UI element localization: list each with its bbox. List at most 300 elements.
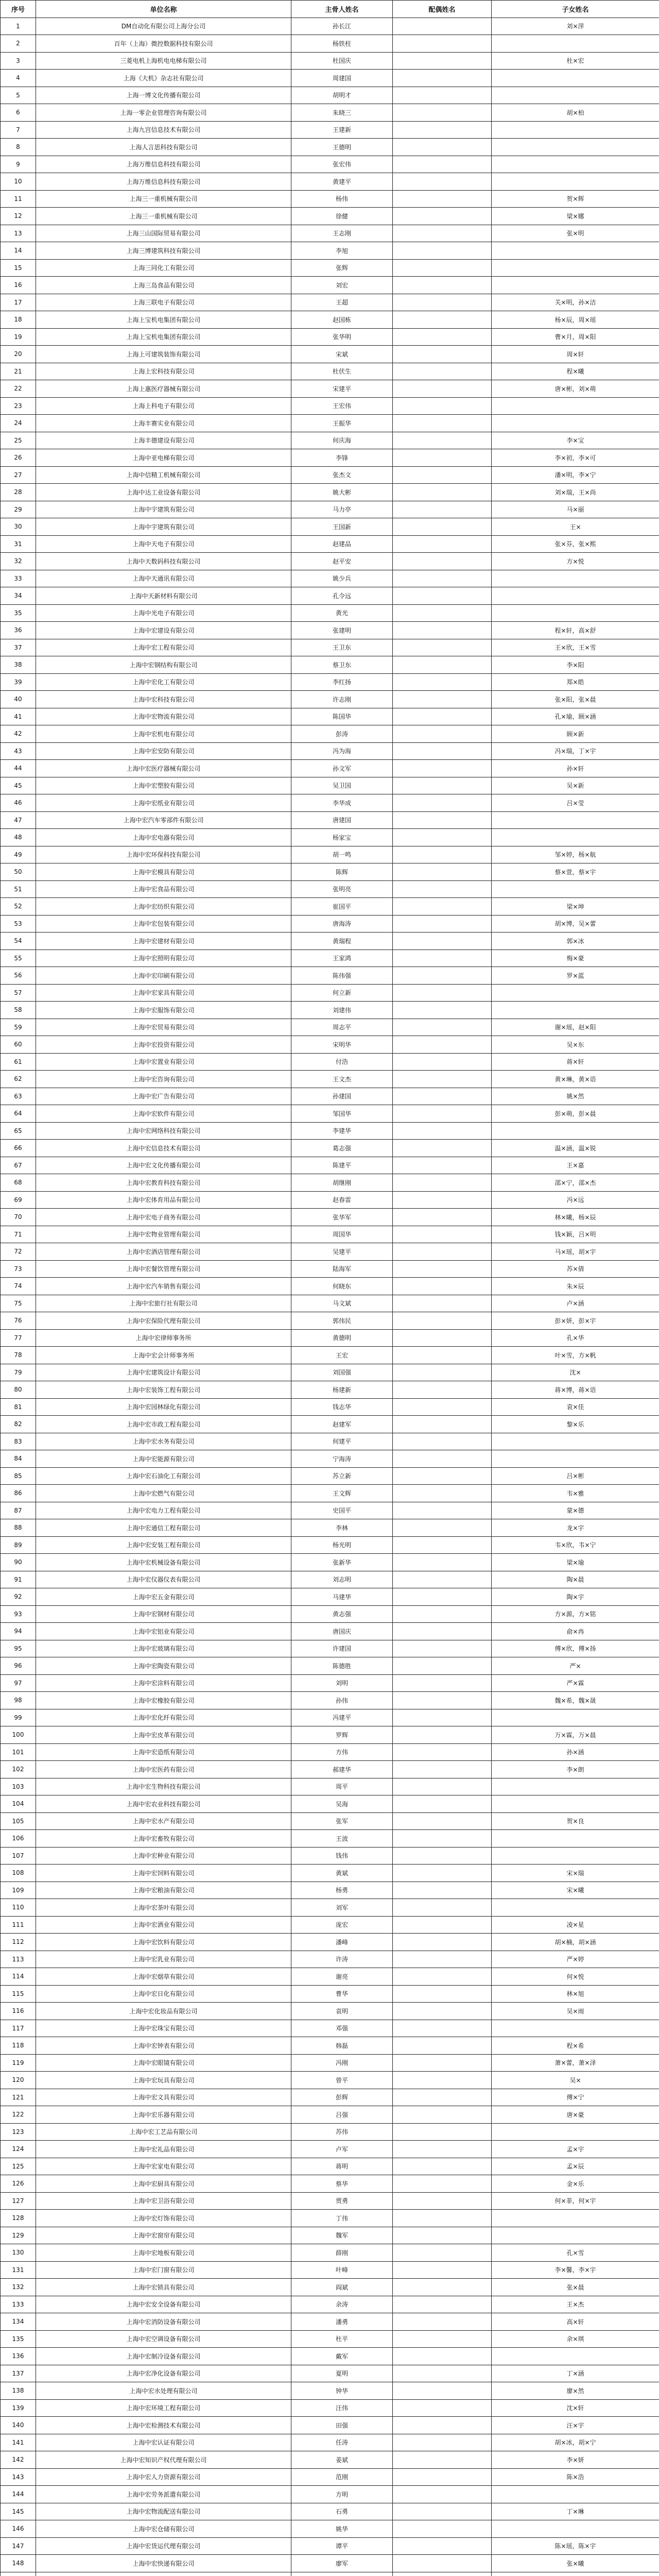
- table-row: [1, 1605, 659, 1623]
- table-row: [1, 294, 659, 311]
- table-row: [1, 2537, 659, 2555]
- cell-spouse-name: [393, 1623, 492, 1640]
- cell-children-name: [492, 415, 659, 432]
- cell-spouse-name: [393, 742, 492, 760]
- cell-main-name: 赵春雷: [291, 1191, 393, 1209]
- table-row: [1, 1588, 659, 1606]
- cell-spouse-name: [393, 18, 492, 35]
- cell-main-name: 王文杰: [291, 1071, 393, 1088]
- cell-seq: 108: [1, 1865, 36, 1882]
- cell-seq: 120: [1, 2072, 36, 2089]
- cell-children-name: 王×: [492, 518, 659, 536]
- cell-spouse-name: [393, 2020, 492, 2037]
- cell-main-name: 王卫东: [291, 639, 393, 656]
- cell-main-name: 何立新: [291, 984, 393, 1002]
- cell-spouse-name: [393, 967, 492, 985]
- cell-unit-name: 上海中宏农业科技有限公司: [36, 1795, 291, 1813]
- cell-seq: 14: [1, 242, 36, 260]
- cell-unit-name: 上海中宏电力工程有限公司: [36, 1502, 291, 1519]
- cell-spouse-name: [393, 1105, 492, 1123]
- cell-seq: 15: [1, 259, 36, 277]
- cell-unit-name: 上海中宏包装有限公司: [36, 915, 291, 933]
- cell-spouse-name: [393, 2227, 492, 2244]
- cell-seq: 129: [1, 2227, 36, 2244]
- cell-spouse-name: [393, 2072, 492, 2089]
- cell-unit-name: 上海中宏水务有限公司: [36, 1433, 291, 1450]
- cell-unit-name: 上海中宏造纸有限公司: [36, 1743, 291, 1761]
- cell-spouse-name: [393, 397, 492, 415]
- cell-spouse-name: [393, 725, 492, 743]
- table-row: [1, 2330, 659, 2348]
- table-row: [1, 1916, 659, 1934]
- cell-children-name: 方×悦: [492, 553, 659, 570]
- cell-spouse-name: [393, 760, 492, 777]
- cell-seq: 28: [1, 484, 36, 501]
- table-row: [1, 2037, 659, 2055]
- cell-main-name: 刘志明: [291, 1571, 393, 1588]
- cell-main-name: 黄德明: [291, 1329, 393, 1347]
- cell-seq: 133: [1, 2296, 36, 2313]
- cell-seq: 64: [1, 1105, 36, 1123]
- cell-spouse-name: [393, 2382, 492, 2400]
- cell-main-name: 袁明: [291, 2003, 393, 2020]
- table-row: [1, 1226, 659, 1243]
- cell-unit-name: 上海中宏置业有限公司: [36, 1053, 291, 1071]
- cell-seq: 54: [1, 933, 36, 950]
- table-row: [1, 1726, 659, 1744]
- cell-seq: 23: [1, 397, 36, 415]
- cell-children-name: 吴×东: [492, 1036, 659, 1054]
- cell-children-name: 孙×涵: [492, 1743, 659, 1761]
- cell-spouse-name: [393, 1640, 492, 1657]
- cell-main-name: 蒋明: [291, 2158, 393, 2175]
- table-row: [1, 2244, 659, 2262]
- table-row: [1, 1036, 659, 1054]
- cell-seq: 27: [1, 466, 36, 484]
- cell-seq: 72: [1, 1243, 36, 1261]
- cell-unit-name: 上海中宏铝业有限公司: [36, 1623, 291, 1640]
- cell-children-name: [492, 259, 659, 277]
- cell-spouse-name: [393, 794, 492, 812]
- cell-seq: 39: [1, 673, 36, 691]
- cell-unit-name: 上海中宏水产有限公司: [36, 1812, 291, 1830]
- cell-unit-name: 上海三同化工有限公司: [36, 259, 291, 277]
- cell-main-name: 陈国华: [291, 708, 393, 725]
- cell-main-name: 张华军: [291, 1209, 393, 1226]
- cell-children-name: 严×霖: [492, 1674, 659, 1692]
- cell-seq: 58: [1, 1002, 36, 1019]
- cell-spouse-name: [393, 1795, 492, 1813]
- cell-unit-name: 上海中宏医药有限公司: [36, 1761, 291, 1778]
- table-row: [1, 2175, 659, 2193]
- cell-children-name: 王×嘉: [492, 1157, 659, 1174]
- cell-main-name: 杨铁柱: [291, 35, 393, 53]
- cell-spouse-name: [393, 1830, 492, 1848]
- cell-seq: 135: [1, 2330, 36, 2348]
- cell-children-name: [492, 156, 659, 173]
- cell-children-name: [492, 35, 659, 53]
- table-row: [1, 2227, 659, 2244]
- table-row: [1, 1502, 659, 1519]
- cell-children-name: 张×芬，张×熙: [492, 535, 659, 553]
- cell-spouse-name: [393, 2089, 492, 2106]
- cell-unit-name: 上海中天数码科技有限公司: [36, 553, 291, 570]
- cell-spouse-name: [393, 121, 492, 139]
- cell-main-name: 郝建华: [291, 1761, 393, 1778]
- cell-seq: 43: [1, 742, 36, 760]
- cell-main-name: 张宏伟: [291, 156, 393, 173]
- cell-seq: 147: [1, 2537, 36, 2555]
- cell-main-name: 朱晓三: [291, 104, 393, 122]
- cell-main-name: 杜国庆: [291, 52, 393, 70]
- cell-seq: 127: [1, 2192, 36, 2210]
- cell-spouse-name: [393, 2158, 492, 2175]
- cell-unit-name: 上海中宏投资有限公司: [36, 1036, 291, 1054]
- cell-seq: 100: [1, 1726, 36, 1744]
- cell-spouse-name: [393, 1329, 492, 1347]
- table-row: [1, 1536, 659, 1554]
- cell-spouse-name: [393, 2054, 492, 2072]
- cell-main-name: 杨建新: [291, 1381, 393, 1399]
- cell-seq: 96: [1, 1657, 36, 1675]
- cell-spouse-name: [393, 535, 492, 553]
- table-row: [1, 242, 659, 260]
- cell-spouse-name: [393, 2572, 492, 2576]
- table-row: [1, 1019, 659, 1036]
- table-row: [1, 1743, 659, 1761]
- cell-main-name: 丁伟: [291, 2210, 393, 2227]
- cell-children-name: 谢×瑶，赵×阳: [492, 1019, 659, 1036]
- cell-children-name: [492, 173, 659, 191]
- cell-children-name: 张×阳，张×晨: [492, 691, 659, 708]
- cell-seq: 85: [1, 1467, 36, 1485]
- cell-children-name: 孔×瑜，顾×涵: [492, 708, 659, 725]
- cell-spouse-name: [393, 1726, 492, 1744]
- cell-seq: 79: [1, 1364, 36, 1381]
- cell-spouse-name: [393, 2123, 492, 2141]
- cell-children-name: 廖×然: [492, 2382, 659, 2400]
- cell-children-name: 吴×新: [492, 777, 659, 794]
- cell-seq: 75: [1, 1295, 36, 1312]
- cell-unit-name: 上海中宏工艺品有限公司: [36, 2123, 291, 2141]
- cell-seq: 1: [1, 18, 36, 35]
- cell-children-name: 余×琪: [492, 2330, 659, 2348]
- cell-children-name: [492, 2520, 659, 2538]
- table-row: [1, 622, 659, 639]
- cell-unit-name: 上海中宏照明有限公司: [36, 950, 291, 967]
- cell-main-name: 张明亮: [291, 880, 393, 898]
- cell-unit-name: 上海中宏水处理有限公司: [36, 2382, 291, 2400]
- cell-children-name: 叶×雪，方×帆: [492, 1347, 659, 1364]
- table-row: [1, 1450, 659, 1468]
- cell-children-name: 张×明: [492, 225, 659, 242]
- cell-children-name: 马×瑶，胡×宇: [492, 1243, 659, 1261]
- cell-seq: 32: [1, 553, 36, 570]
- cell-unit-name: 上海中宏礼品有限公司: [36, 2141, 291, 2158]
- cell-main-name: 陆海军: [291, 1260, 393, 1278]
- cell-spouse-name: [393, 1364, 492, 1381]
- table-row: [1, 708, 659, 725]
- cell-spouse-name: [393, 1588, 492, 1606]
- cell-seq: 102: [1, 1761, 36, 1778]
- cell-unit-name: [36, 2572, 291, 2576]
- cell-seq: 138: [1, 2382, 36, 2400]
- table-row: [1, 501, 659, 518]
- table-row: [1, 1778, 659, 1795]
- cell-unit-name: 上海中宏物流配送有限公司: [36, 2503, 291, 2520]
- cell-unit-name: 上海中宏珠宝有限公司: [36, 2020, 291, 2037]
- table-row: [1, 1761, 659, 1778]
- cell-main-name: 胡继刚: [291, 1174, 393, 1192]
- cell-unit-name: 上海万维信息科技有限公司: [36, 173, 291, 191]
- table-row: [1, 1519, 659, 1537]
- cell-children-name: [492, 1433, 659, 1450]
- cell-unit-name: 上海中宏模具有限公司: [36, 863, 291, 881]
- cell-unit-name: 上海中宏空调设备有限公司: [36, 2330, 291, 2348]
- cell-spouse-name: [393, 466, 492, 484]
- cell-main-name: 张辉: [291, 259, 393, 277]
- cell-unit-name: 百年（上海）微控数据科技有限公司: [36, 35, 291, 53]
- cell-seq: 145: [1, 2503, 36, 2520]
- cell-main-name: 钱志华: [291, 1398, 393, 1416]
- cell-spouse-name: [393, 1812, 492, 1830]
- cell-children-name: 黎×乐: [492, 1416, 659, 1433]
- cell-main-name: 胡明才: [291, 87, 393, 104]
- cell-seq: 29: [1, 501, 36, 518]
- cell-unit-name: 上海中宏燃气有限公司: [36, 1485, 291, 1502]
- cell-main-name: 曹华: [291, 1985, 393, 2003]
- table-row: [1, 2503, 659, 2520]
- cell-children-name: 杨×辰，周×瑶: [492, 311, 659, 329]
- table-row: [1, 2123, 659, 2141]
- cell-seq: 10: [1, 173, 36, 191]
- cell-main-name: 付浩: [291, 1053, 393, 1071]
- cell-children-name: [492, 1847, 659, 1865]
- cell-main-name: 蔡华: [291, 2175, 393, 2193]
- cell-main-name: 唐海涛: [291, 915, 393, 933]
- cell-unit-name: 上海中宏制冷设备有限公司: [36, 2348, 291, 2365]
- cell-unit-name: 上海中宏电子商务有限公司: [36, 1209, 291, 1226]
- cell-main-name: [291, 2572, 393, 2576]
- table-row: [1, 139, 659, 156]
- table-row: [1, 673, 659, 691]
- cell-children-name: [492, 242, 659, 260]
- cell-spouse-name: [393, 1209, 492, 1226]
- table-row: [1, 18, 659, 35]
- table-row: [1, 363, 659, 380]
- table-row: [1, 1122, 659, 1140]
- cell-spouse-name: [393, 35, 492, 53]
- table-row: [1, 87, 659, 104]
- table-row: [1, 449, 659, 467]
- table-row: [1, 1295, 659, 1312]
- cell-seq: 24: [1, 415, 36, 432]
- cell-children-name: [492, 139, 659, 156]
- table-row: [1, 1623, 659, 1640]
- cell-main-name: 杜平: [291, 2330, 393, 2348]
- cell-main-name: 宋明华: [291, 1036, 393, 1054]
- header-seq: 序号: [1, 1, 36, 18]
- cell-spouse-name: [393, 259, 492, 277]
- cell-spouse-name: [393, 501, 492, 518]
- cell-seq: 51: [1, 880, 36, 898]
- cell-seq: 130: [1, 2244, 36, 2262]
- cell-children-name: [492, 1830, 659, 1848]
- table-row: [1, 967, 659, 985]
- cell-seq: 42: [1, 725, 36, 743]
- cell-children-name: [492, 880, 659, 898]
- cell-children-name: 陈×瑶，陈×宇: [492, 2537, 659, 2555]
- cell-unit-name: 上海中宏橡胶有限公司: [36, 1692, 291, 1709]
- cell-main-name: 郭伟民: [291, 1312, 393, 1330]
- cell-unit-name: 上海中宏畜牧有限公司: [36, 1830, 291, 1848]
- cell-spouse-name: [393, 1002, 492, 1019]
- cell-unit-name: 上海中光电子有限公司: [36, 604, 291, 622]
- cell-unit-name: 上海中宏地板有限公司: [36, 2244, 291, 2262]
- table-row: [1, 2192, 659, 2210]
- cell-spouse-name: [393, 673, 492, 691]
- table-row: [1, 2365, 659, 2382]
- cell-unit-name: 上海中宏化工有限公司: [36, 673, 291, 691]
- cell-seq: 71: [1, 1226, 36, 1243]
- table-row: [1, 777, 659, 794]
- cell-main-name: 钟华: [291, 2382, 393, 2400]
- table-row: [1, 1934, 659, 1951]
- cell-unit-name: 上海中宏医疗器械有限公司: [36, 760, 291, 777]
- cell-seq: 46: [1, 794, 36, 812]
- cell-seq: 116: [1, 2003, 36, 2020]
- cell-children-name: 梁×娜: [492, 208, 659, 225]
- cell-main-name: 张华明: [291, 328, 393, 346]
- cell-spouse-name: [393, 1554, 492, 1571]
- cell-spouse-name: [393, 1347, 492, 1364]
- cell-main-name: 黄瑞程: [291, 933, 393, 950]
- cell-unit-name: 上海中宏网络科技有限公司: [36, 1122, 291, 1140]
- cell-seq: 99: [1, 1709, 36, 1726]
- cell-spouse-name: [393, 1140, 492, 1157]
- cell-spouse-name: [393, 2106, 492, 2124]
- cell-seq: 103: [1, 1778, 36, 1795]
- cell-children-name: 严×: [492, 1657, 659, 1675]
- cell-main-name: 石勇: [291, 2503, 393, 2520]
- cell-unit-name: 上海中天通讯有限公司: [36, 570, 291, 587]
- cell-unit-name: 上海万维信息科技有限公司: [36, 156, 291, 173]
- cell-unit-name: 上海中宏生物科技有限公司: [36, 1778, 291, 1795]
- cell-main-name: 范刚: [291, 2468, 393, 2486]
- table-row: [1, 1088, 659, 1105]
- cell-main-name: 潘勇: [291, 2313, 393, 2331]
- header-children-name: 子女姓名: [492, 1, 659, 18]
- table-row: [1, 380, 659, 398]
- cell-seq: 68: [1, 1174, 36, 1192]
- cell-spouse-name: [393, 1934, 492, 1951]
- cell-unit-name: 上海中宏机械设备有限公司: [36, 1554, 291, 1571]
- cell-main-name: 韩磊: [291, 2037, 393, 2055]
- cell-children-name: [492, 87, 659, 104]
- cell-main-name: 史国平: [291, 1502, 393, 1519]
- cell-main-name: 叶峰: [291, 2261, 393, 2279]
- cell-unit-name: 三菱电机上海机电电梯有限公司: [36, 52, 291, 70]
- cell-children-name: [492, 811, 659, 829]
- cell-spouse-name: [393, 518, 492, 536]
- cell-children-name: [492, 1709, 659, 1726]
- table-row: [1, 466, 659, 484]
- cell-main-name: 王宏: [291, 1347, 393, 1364]
- cell-spouse-name: [393, 1571, 492, 1588]
- cell-spouse-name: [393, 2537, 492, 2555]
- cell-spouse-name: [393, 984, 492, 1002]
- cell-children-name: 马×丽: [492, 501, 659, 518]
- cell-main-name: 唐建国: [291, 811, 393, 829]
- cell-spouse-name: [393, 1985, 492, 2003]
- cell-seq: 49: [1, 846, 36, 863]
- table-row: [1, 1830, 659, 1848]
- cell-main-name: 崔国平: [291, 898, 393, 916]
- cell-spouse-name: [393, 1157, 492, 1174]
- table-row: [1, 1381, 659, 1399]
- cell-children-name: 程×希: [492, 2037, 659, 2055]
- cell-spouse-name: [393, 1847, 492, 1865]
- cell-spouse-name: [393, 1467, 492, 1485]
- table-row: [1, 811, 659, 829]
- cell-spouse-name: [393, 777, 492, 794]
- table-row: [1, 1554, 659, 1571]
- cell-unit-name: 上海中宏纸业有限公司: [36, 794, 291, 812]
- cell-unit-name: 上海中宏家电有限公司: [36, 2158, 291, 2175]
- cell-children-name: 刘×瑞，王×尚: [492, 484, 659, 501]
- cell-spouse-name: [393, 1381, 492, 1399]
- cell-unit-name: 上海中宏环保科技有限公司: [36, 846, 291, 863]
- cell-main-name: 张建明: [291, 622, 393, 639]
- cell-seq: 55: [1, 950, 36, 967]
- cell-seq: 83: [1, 1433, 36, 1450]
- cell-unit-name: 上海中信精工机械有限公司: [36, 466, 291, 484]
- cell-seq: 8: [1, 139, 36, 156]
- cell-main-name: 刘国强: [291, 1364, 393, 1381]
- cell-spouse-name: [393, 2330, 492, 2348]
- cell-children-name: 胡×柏: [492, 104, 659, 122]
- cell-main-name: 任涛: [291, 2434, 393, 2451]
- cell-spouse-name: [393, 1312, 492, 1330]
- cell-main-name: 李锋: [291, 449, 393, 467]
- cell-unit-name: 上海中宏石油化工有限公司: [36, 1467, 291, 1485]
- cell-unit-name: 上海三一重机械有限公司: [36, 190, 291, 208]
- cell-unit-name: 上海中宏粮油有限公司: [36, 1882, 291, 1899]
- cell-spouse-name: [393, 2313, 492, 2331]
- cell-seq: 12: [1, 208, 36, 225]
- cell-seq: 31: [1, 535, 36, 553]
- cell-unit-name: 上海中宏纺织有限公司: [36, 898, 291, 916]
- cell-main-name: 余涛: [291, 2296, 393, 2313]
- cell-children-name: 周×轩: [492, 346, 659, 363]
- table-row: [1, 1278, 659, 1295]
- cell-spouse-name: [393, 1778, 492, 1795]
- table-row: [1, 1105, 659, 1123]
- cell-main-name: 吴建平: [291, 1243, 393, 1261]
- cell-main-name: 王超: [291, 294, 393, 311]
- cell-seq: 114: [1, 1968, 36, 1986]
- table-row: [1, 880, 659, 898]
- cell-unit-name: 上海中天新材料有限公司: [36, 587, 291, 605]
- cell-unit-name: 上海中宏咨询有限公司: [36, 1071, 291, 1088]
- cell-children-name: 孙×轩: [492, 760, 659, 777]
- cell-spouse-name: [393, 1295, 492, 1312]
- cell-spouse-name: [393, 880, 492, 898]
- cell-seq: 7: [1, 121, 36, 139]
- cell-spouse-name: [393, 52, 492, 70]
- cell-spouse-name: [393, 1502, 492, 1519]
- cell-unit-name: 上海中宏快递有限公司: [36, 2555, 291, 2572]
